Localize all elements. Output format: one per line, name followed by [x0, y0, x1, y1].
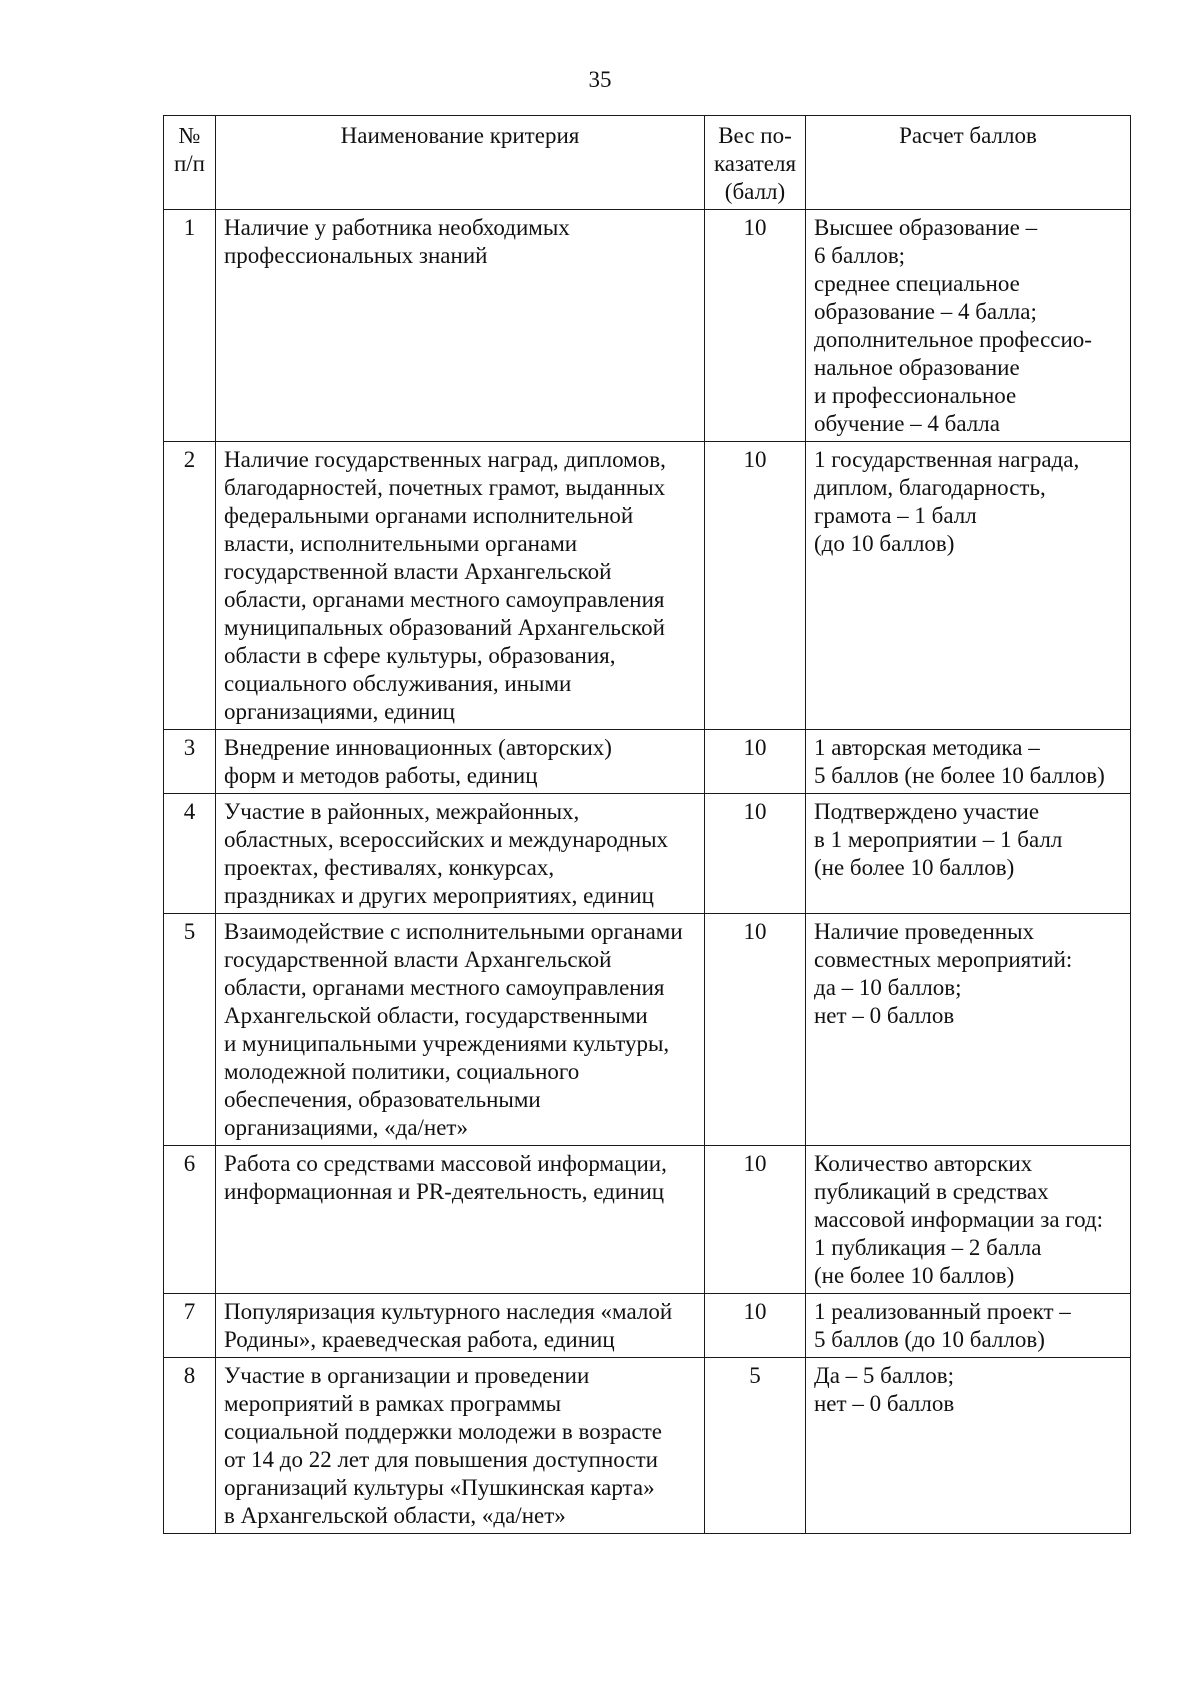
row-calculation: 1 авторская методика – 5 баллов (не более 10 баллов) — [806, 730, 1131, 794]
criteria-table — [163, 115, 1131, 1534]
row-calculation: Подтверждено участие в 1 мероприятии – 1 балл (не более 10 баллов) — [806, 794, 1131, 914]
row-calculation: 1 государственная награда, диплом, благодарность, грамота – 1 балл (до 10 баллов) — [806, 442, 1131, 730]
row-criterion: Участие в районных, межрайонных, областных, всероссийских и международных проектах, фестивалях, конкурсах, праздниках и других мероприятиях, единиц — [216, 794, 705, 914]
row-num: 6 — [164, 1146, 216, 1294]
row-calculation: Да – 5 баллов; нет – 0 баллов — [806, 1358, 1131, 1534]
row-weight: 10 — [705, 442, 806, 730]
header-num: № п/п — [164, 116, 216, 210]
page-number: 35 — [588, 67, 612, 92]
row-calculation: Наличие проведенных совместных мероприятий: да – 10 баллов; нет – 0 баллов — [806, 914, 1131, 1146]
row-weight: 5 — [705, 1358, 806, 1534]
header-name: Наименование критерия — [216, 116, 705, 210]
row-num: 2 — [164, 442, 216, 730]
table-row — [164, 1358, 1131, 1534]
row-criterion: Наличие у работника необходимых профессиональных знаний — [216, 210, 705, 442]
row-calculation: 1 реализованный проект – 5 баллов (до 10 баллов) — [806, 1294, 1131, 1358]
row-num: 7 — [164, 1294, 216, 1358]
row-criterion: Популяризация культурного наследия «малой Родины», краеведческая работа, единиц — [216, 1294, 705, 1358]
header-weight: Вес по- казателя (балл) — [705, 116, 806, 210]
table-row — [164, 210, 1131, 442]
row-num: 1 — [164, 210, 216, 442]
row-weight: 10 — [705, 794, 806, 914]
row-weight: 10 — [705, 210, 806, 442]
table-row — [164, 914, 1131, 1146]
table-row — [164, 442, 1131, 730]
table-row — [164, 794, 1131, 914]
row-num: 5 — [164, 914, 216, 1146]
row-num: 4 — [164, 794, 216, 914]
row-weight: 10 — [705, 730, 806, 794]
row-weight: 10 — [705, 1146, 806, 1294]
row-calculation: Количество авторских публикаций в средствах массовой информации за год: 1 публикация – 2 балла (не более 10 баллов) — [806, 1146, 1131, 1294]
table-row — [164, 730, 1131, 794]
row-weight: 10 — [705, 914, 806, 1146]
row-criterion: Взаимодействие с исполнительными органами государственной власти Архангельской области, органами местного самоуправления Архангельской области, государственными и муниципальными учреждениями культуры, молодежной политики, социального обеспечения, образовательными организациями, «да/нет» — [216, 914, 705, 1146]
row-criterion: Работа со средствами массовой информации, информационная и PR-деятельность, единиц — [216, 1146, 705, 1294]
row-calculation: Высшее образование – 6 баллов; среднее специальное образование – 4 балла; дополнительное профессио- нальное образование и профессиональное обучение – 4 балла — [806, 210, 1131, 442]
row-num: 8 — [164, 1358, 216, 1534]
table-header-row — [164, 116, 1131, 210]
row-criterion: Внедрение инновационных (авторских) форм и методов работы, единиц — [216, 730, 705, 794]
row-criterion: Участие в организации и проведении мероприятий в рамках программы социальной поддержки молодежи в возрасте от 14 до 22 лет для повышения доступности организаций культуры «Пушкинская карта» в Архангельской области, «да/нет» — [216, 1358, 705, 1534]
header-calc: Расчет баллов — [806, 116, 1131, 210]
row-num: 3 — [164, 730, 216, 794]
row-weight: 10 — [705, 1294, 806, 1358]
table-row — [164, 1146, 1131, 1294]
table-row — [164, 1294, 1131, 1358]
row-criterion: Наличие государственных наград, дипломов, благодарностей, почетных грамот, выданных федеральными органами исполнительной власти, исполнительными органами государственной власти Архангельской области, органами местного самоуправления муниципальных образований Архангельской области в сфере культуры, образования, социального обслуживания, иными организациями, единиц — [216, 442, 705, 730]
